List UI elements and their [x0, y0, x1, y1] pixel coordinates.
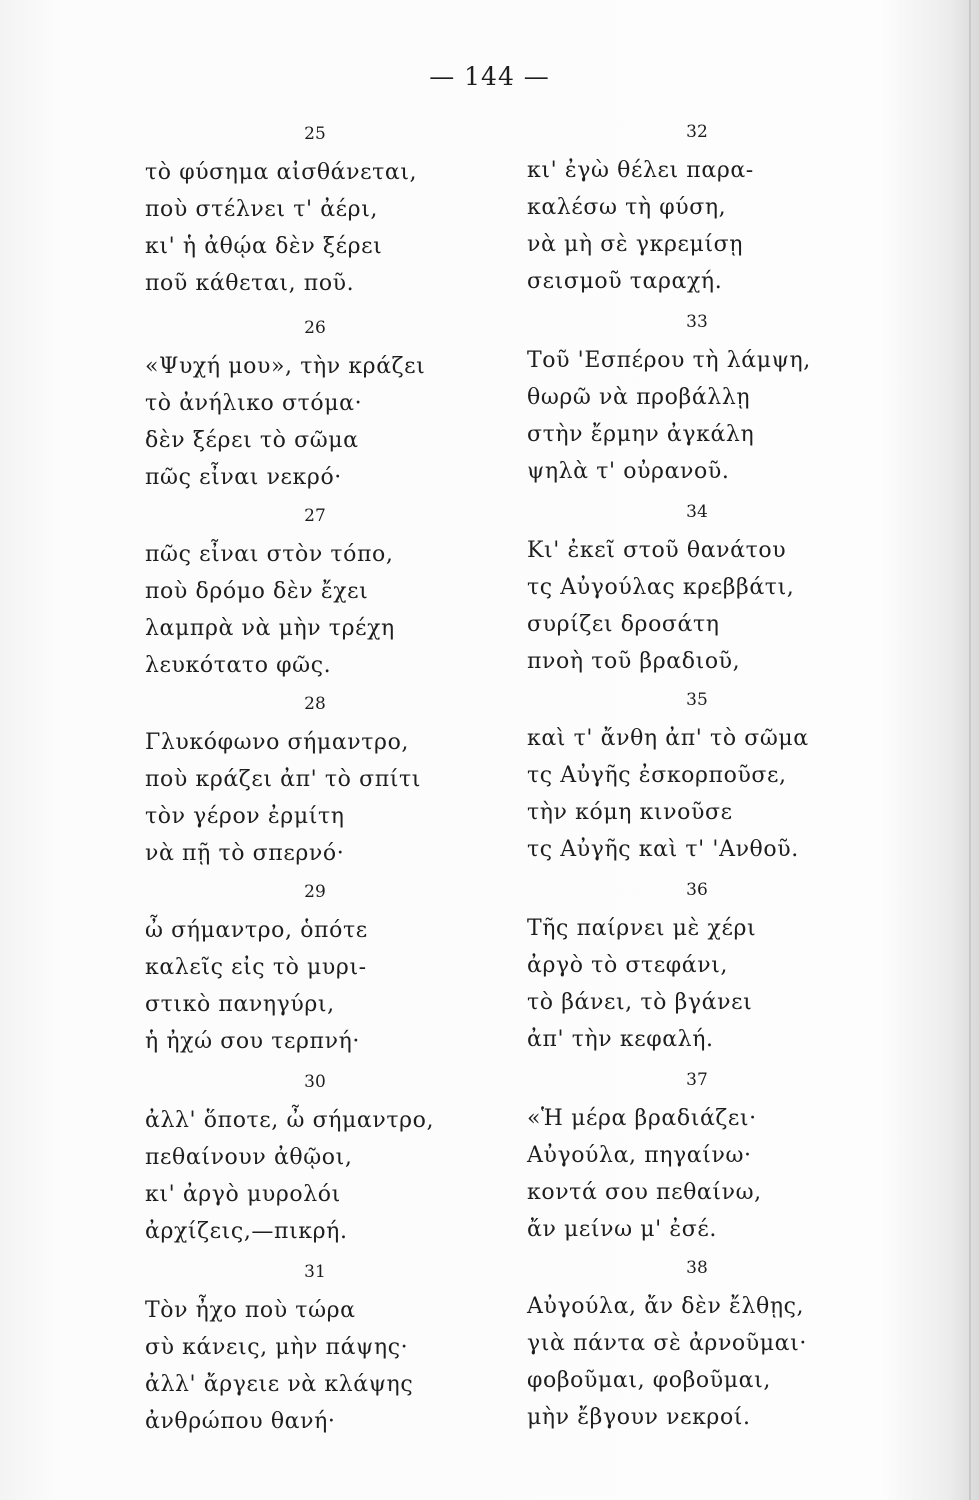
stanza-29: [145, 878, 485, 1060]
stanza-number: 28: [304, 694, 326, 714]
verse-line: ποῦ κάθεται, ποῦ.: [145, 271, 355, 296]
verse-line: σὺ κάνεις, μὴν πάψης·: [145, 1335, 409, 1360]
verse-line: δὲν ξέρει τὸ σῶμα: [145, 428, 359, 453]
verse-line: Τὸν ἦχο ποὺ τώρα: [145, 1298, 356, 1323]
verse-line: ἄν μείνω μ' ἐσέ.: [527, 1217, 718, 1242]
verse-line: ἀλλ' ὅποτε, ὦ σήμαντρο,: [145, 1108, 435, 1133]
verse-line: ποὺ δρόμο δὲν ἔχει: [145, 579, 369, 604]
verse-line: κι' ἐγὼ θέλει παρα-: [527, 158, 754, 183]
verse-line: Κι' ἐκεῖ στοῦ θανάτου: [527, 538, 787, 563]
stanza-27: [145, 502, 485, 684]
stanza-31: [145, 1258, 485, 1440]
verse-line: καὶ τ' ἄνθη ἀπ' τὸ σῶμα: [527, 726, 809, 751]
verse-line: τς Αὐγῆς καὶ τ' 'Ανθοῦ.: [527, 837, 799, 862]
verse-line: κι' ἡ ἀθῴα δὲν ξέρει: [145, 234, 383, 259]
verse-line: ψηλὰ τ' οὐρανοῦ.: [527, 459, 730, 484]
verse-line: ἡ ἠχώ σου τερπνή·: [145, 1029, 360, 1054]
stanza-number: 31: [304, 1262, 326, 1282]
verse-line: τὸ βάνει, τὸ βγάνει: [527, 990, 753, 1015]
stanza-26: [145, 314, 485, 496]
stanza-number: 32: [686, 122, 708, 142]
verse-line: Αὐγούλα, πηγαίνω·: [527, 1143, 752, 1168]
verse-line: τὴν κόμη κινοῦσε: [527, 800, 733, 825]
stanza-number: 36: [686, 880, 708, 900]
verse-line: συρίζει δροσάτη: [527, 612, 720, 637]
stanza-number: 38: [686, 1258, 708, 1278]
verse-line: στὴν ἔρμην ἀγκάλη: [527, 422, 755, 447]
verse-line: ὦ σήμαντρο, ὁπότε: [145, 918, 368, 943]
verse-line: πεθαίνουν ἀθῷοι,: [145, 1145, 353, 1170]
stanza-number: 35: [686, 690, 708, 710]
page-number: — 144 —: [429, 62, 550, 91]
verse-line: πῶς εἶναι νεκρό·: [145, 465, 342, 490]
stanza-33: [527, 308, 867, 490]
stanza-number: 26: [304, 318, 326, 338]
stanza-28: [145, 690, 485, 872]
verse-line: ποὺ κράζει ἀπ' τὸ σπίτι: [145, 767, 422, 792]
stanza-37: [527, 1066, 867, 1248]
verse-line: στικὸ πανηγύρι,: [145, 992, 335, 1017]
verse-line: τὸν γέρον ἐρμίτη: [145, 804, 345, 829]
stanza-35: [527, 686, 867, 868]
verse-line: φοβοῦμαι, φοβοῦμαι,: [527, 1368, 771, 1393]
verse-line: πῶς εἶναι στὸν τόπο,: [145, 542, 394, 567]
verse-line: Γλυκόφωνο σήμαντρο,: [145, 730, 410, 755]
verse-line: γιὰ πάντα σὲ ἀρνοῦμαι·: [527, 1331, 807, 1356]
verse-line: ἀρχίζεις,—πικρή.: [145, 1219, 348, 1244]
stanza-number: 29: [304, 882, 326, 902]
verse-line: κι' ἀργὸ μυρολόι: [145, 1182, 341, 1207]
verse-line: «Ψυχή μου», τὴν κράζει: [145, 354, 426, 379]
verse-line: πνοὴ τοῦ βραδιοῦ,: [527, 649, 741, 674]
verse-line: θωρῶ νὰ προβάλλῃ: [527, 385, 751, 410]
verse-line: λαμπρὰ νὰ μὴν τρέχη: [145, 616, 395, 641]
stanza-25: [145, 120, 485, 302]
verse-line: καλέσω τὴ φύση,: [527, 195, 727, 220]
stanza-number: 37: [686, 1070, 708, 1090]
verse-line: τς Αὐγούλας κρεββάτι,: [527, 575, 795, 600]
verse-line: ἀργὸ τὸ στεφάνι,: [527, 953, 729, 978]
stanza-number: 25: [304, 124, 326, 144]
verse-line: Αὐγούλα, ἄν δὲν ἔλθῃς,: [527, 1294, 805, 1319]
verse-line: νὰ μὴ σὲ γκρεμίσῃ: [527, 232, 744, 257]
stanza-30: [145, 1068, 485, 1250]
verse-line: μὴν ἔβγουν νεκροί.: [527, 1405, 751, 1430]
verse-line: ἀπ' τὴν κεφαλή.: [527, 1027, 714, 1052]
verse-line: καλεῖς εἰς τὸ μυρι-: [145, 955, 367, 980]
verse-line: τὸ φύσημα αἰσθάνεται,: [145, 160, 418, 185]
verse-line: τς Αὐγῆς ἐσκορποῦσε,: [527, 763, 787, 788]
verse-line: τὸ ἀνήλικο στόμα·: [145, 391, 363, 416]
stanza-36: [527, 876, 867, 1058]
verse-line: ποὺ στέλνει τ' ἀέρι,: [145, 197, 379, 222]
verse-line: κοντά σου πεθαίνω,: [527, 1180, 762, 1205]
verse-line: ἀνθρώπου θανή·: [145, 1409, 336, 1434]
verse-line: «Ἡ μέρα βραδιάζει·: [527, 1106, 757, 1131]
verse-line: Τῆς παίρνει μὲ χέρι: [527, 916, 757, 941]
stanza-number: 27: [304, 506, 326, 526]
verse-line: λευκότατο φῶς.: [145, 653, 332, 678]
verse-line: Τοῦ 'Εσπέρου τὴ λάμψη,: [527, 348, 811, 373]
verse-line: νὰ πῇ τὸ σπερνό·: [145, 841, 345, 866]
page-edge: [969, 0, 971, 1500]
verse-line: σεισμοῦ ταραχή.: [527, 269, 723, 294]
stanza-number: 33: [686, 312, 708, 332]
stanza-number: 30: [304, 1072, 326, 1092]
stanza-34: [527, 498, 867, 680]
verse-line: ἀλλ' ἄργειε νὰ κλάψης: [145, 1372, 414, 1397]
stanza-32: [527, 118, 867, 300]
stanza-38: [527, 1254, 867, 1436]
stanza-number: 34: [686, 502, 708, 522]
